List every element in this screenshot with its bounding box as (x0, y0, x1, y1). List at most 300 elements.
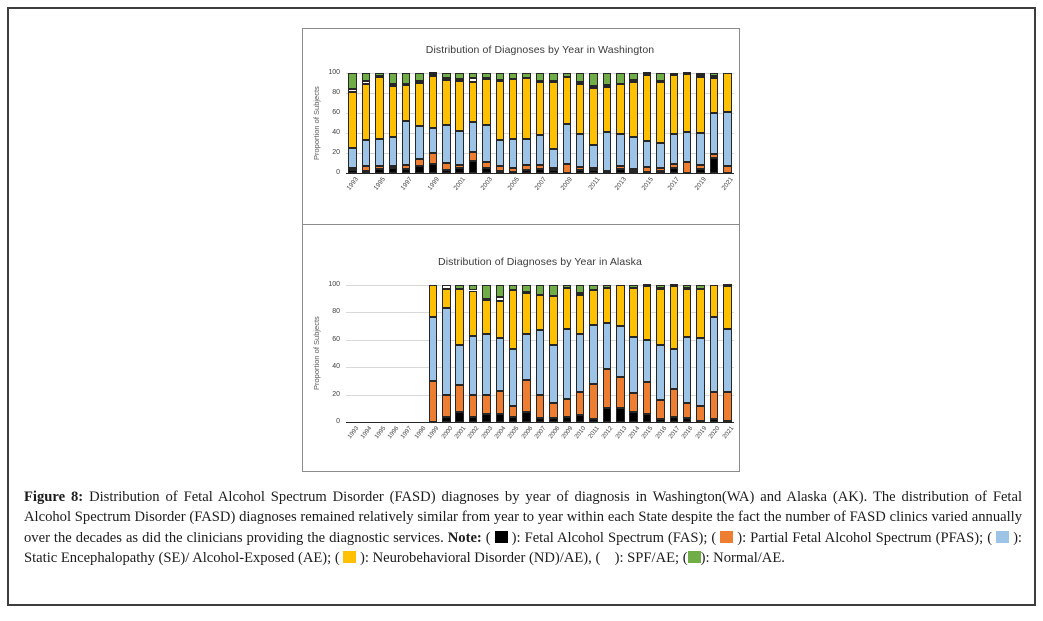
bar-segment (563, 329, 572, 399)
stacked-bar-2017 (670, 285, 679, 422)
bar-segment (442, 289, 451, 308)
bar-segment (389, 168, 398, 173)
bar-segment (576, 392, 585, 415)
bar-segment (629, 73, 638, 80)
bar-segment (348, 92, 357, 148)
bar-segment (696, 77, 705, 133)
swatch-nd-ae (343, 551, 356, 563)
bar-segment (455, 285, 464, 289)
bar-segment (616, 408, 625, 422)
bar-segment (710, 113, 719, 154)
y-tick-label: 20 (332, 390, 340, 398)
stacked-bar-2018 (683, 285, 692, 422)
bar-segment (589, 419, 598, 422)
x-tick-label: 2015 (640, 425, 655, 441)
bar-segment (563, 77, 572, 124)
bar-segment (522, 285, 531, 292)
bar-segment (415, 159, 424, 166)
bar-segment (629, 285, 638, 288)
bar-segment (442, 308, 451, 394)
bar-segment (643, 284, 652, 286)
stacked-bar-1996 (389, 73, 398, 173)
bar-segment (509, 79, 518, 139)
stacked-bar-2015 (643, 285, 652, 422)
bar-segment (696, 169, 705, 173)
stacked-bar-2002 (469, 285, 478, 422)
stacked-bar-2014 (629, 285, 638, 422)
bar-segment (656, 285, 665, 288)
bar-segment (670, 164, 679, 168)
bar-segment (683, 418, 692, 422)
bar-segment (549, 149, 558, 168)
bar-segment (442, 170, 451, 173)
bar-segment (389, 84, 398, 86)
bar-segment (442, 78, 451, 80)
bar-segment (696, 285, 705, 289)
bar-segment (482, 79, 491, 125)
bar-segment (616, 134, 625, 166)
figure-border (7, 7, 1036, 606)
bar-segment (723, 166, 732, 173)
bar-segment (683, 285, 692, 288)
bar-segment (415, 126, 424, 159)
bar-segment (629, 288, 638, 337)
bar-segment (442, 417, 451, 422)
stacked-bar-2019 (696, 285, 705, 422)
bar-segment (536, 395, 545, 418)
bar-segment (455, 165, 464, 168)
bar-segment (375, 77, 384, 139)
stacked-bar-2004 (496, 73, 505, 173)
bar-segment (723, 73, 732, 112)
bar-segment (455, 168, 464, 173)
bar-segment (576, 285, 585, 293)
stacked-bar-2012 (603, 285, 612, 422)
x-tick-label: 2020 (707, 425, 722, 441)
x-tick-label: 2014 (627, 425, 642, 441)
bar-segment (710, 285, 719, 317)
chart-title-washington: Distribution of Diagnoses by Year in Washington (425, 44, 655, 56)
bar-segment (536, 73, 545, 81)
bar-segment (603, 132, 612, 171)
bar-segment (496, 391, 505, 414)
bar-segment (589, 86, 598, 88)
bar-segment (670, 168, 679, 173)
bar-segment (496, 81, 505, 140)
bar-segment (576, 84, 585, 134)
bar-segment (522, 334, 531, 379)
bar-segment (482, 285, 491, 299)
bar-segment (455, 79, 464, 81)
bar-segment (442, 73, 451, 78)
y-tick-label: 40 (332, 363, 340, 371)
x-tick-label: 2010 (573, 425, 588, 441)
bar-segment (496, 73, 505, 80)
bar-segment (522, 412, 531, 422)
bar-segment (670, 349, 679, 389)
stacked-bar-2000 (442, 285, 451, 422)
caption-text: ): Neurobehavioral Disorder (ND)/AE), ( (356, 550, 604, 567)
x-tick-label: 2005 (506, 176, 521, 192)
x-tick-label: 1997 (399, 176, 414, 192)
bar-segment (643, 141, 652, 167)
x-tick-label: 2017 (667, 425, 682, 441)
bar-segment (589, 145, 598, 168)
stacked-bar-2009 (563, 73, 572, 173)
bar-segment (455, 289, 464, 345)
bar-segment (509, 73, 518, 79)
bar-segment (522, 380, 531, 413)
bar-segment (656, 289, 665, 345)
bar-segment (656, 82, 665, 143)
bar-segment (616, 285, 625, 326)
bar-segment (509, 168, 518, 172)
bar-segment (589, 285, 598, 290)
caption-text: ): SPF/AE; ( (610, 550, 688, 567)
bar-segment (670, 389, 679, 416)
stacked-bar-1999 (429, 285, 438, 422)
bar-segment (603, 288, 612, 324)
bar-segment (536, 330, 545, 394)
bar-segment (696, 75, 705, 77)
swatch-pfas (720, 531, 733, 543)
swatch-spf-ae (604, 551, 611, 563)
bar-segment (389, 166, 398, 168)
bar-segment (629, 171, 638, 173)
bar-segment (683, 403, 692, 418)
bar-segment (643, 286, 652, 339)
bar-segment (469, 73, 478, 78)
swatch-normal-ae (688, 551, 701, 563)
bar-segment (509, 139, 518, 168)
stacked-bar-2006 (522, 73, 531, 173)
stacked-bar-2010 (576, 285, 585, 422)
bar-segment (696, 289, 705, 338)
bar-segment (643, 72, 652, 74)
x-tick-label: 2007 (533, 176, 548, 192)
x-tick-label: 1998 (413, 425, 428, 441)
bar-segment (362, 73, 371, 81)
bar-segment (589, 88, 598, 145)
stacked-bar-2018 (683, 73, 692, 173)
stacked-bar-2005 (509, 285, 518, 422)
bar-segment (710, 76, 719, 78)
bar-segment (429, 164, 438, 173)
bar-segment (603, 369, 612, 409)
bar-segment (482, 73, 491, 78)
bar-segment (429, 76, 438, 128)
bar-segment (375, 166, 384, 169)
stacked-bar-2013 (616, 73, 625, 173)
x-tick-label: 1993 (345, 176, 361, 192)
bar-segment (629, 82, 638, 137)
bar-segment (522, 170, 531, 173)
bar-segment (643, 382, 652, 414)
charts-container (302, 28, 740, 472)
bar-segment (643, 414, 652, 422)
bar-segment (710, 419, 719, 422)
bar-segment (389, 86, 398, 137)
bar-segment (429, 128, 438, 153)
bar-segment (482, 395, 491, 414)
bar-segment (469, 285, 478, 290)
x-tick-label: 2016 (653, 425, 668, 441)
bar-segment (536, 165, 545, 169)
bar-segment (509, 290, 518, 349)
stacked-bar-2021 (723, 73, 732, 173)
bar-segment (362, 84, 371, 140)
bar-segment (629, 169, 638, 171)
bar-segment (643, 167, 652, 172)
bar-segment (536, 82, 545, 135)
x-tick-label: 2000 (439, 425, 454, 441)
bar-segment (683, 74, 692, 132)
x-tick-label: 1995 (372, 425, 387, 441)
stacked-bar-1993 (348, 73, 357, 173)
bar-segment (469, 82, 478, 122)
bar-segment (549, 403, 558, 418)
caption-text: Distribution of Fetal Alcohol Spectrum Disorder (FASD) diagnoses by year of diagnosis in Washington(WA) and Alaska (AK). The distribution of Fetal Alcohol Spectrum Disorder (FASD) diagnoses remained relatively similar from year to year within each State despite the fact the number of FASD clinics varied annually over the decades as did the clinicians providing the diagnostic services. (24, 489, 1023, 546)
x-tick-label: 2003 (479, 176, 494, 192)
stacked-bar-2001 (455, 285, 464, 422)
bar-segment (603, 408, 612, 422)
x-tick-label: 2013 (613, 176, 628, 192)
bar-segment (442, 125, 451, 163)
bar-segment (683, 337, 692, 403)
stacked-bar-2000 (442, 73, 451, 173)
bar-segment (549, 73, 558, 81)
y-tick-label: 40 (332, 129, 340, 136)
bar-segment (710, 73, 719, 76)
bar-segment (496, 166, 505, 171)
bar-segment (696, 406, 705, 421)
y-tick-label: 0 (336, 418, 340, 425)
stacked-bar-1995 (375, 73, 384, 173)
x-tick-label: 1999 (426, 425, 441, 441)
bar-segment (522, 165, 531, 170)
y-axis-title-alaska: Proportion of Subjects (312, 316, 321, 391)
bar-segment (696, 73, 705, 75)
bar-segment (509, 406, 518, 417)
caption-bold-text: Note: (447, 529, 486, 546)
bar-segment (656, 168, 665, 171)
bar-segment (415, 83, 424, 126)
bar-segment (496, 297, 505, 301)
x-tick-label: 1995 (372, 176, 387, 192)
bar-segment (442, 395, 451, 417)
bar-segment (496, 301, 505, 338)
x-tick-label: 2011 (587, 425, 602, 440)
bar-segment (683, 72, 692, 74)
bar-segment (683, 132, 692, 162)
bar-segment (670, 286, 679, 349)
bar-segment (563, 417, 572, 422)
x-tick-label: 2001 (452, 176, 468, 192)
x-tick-label: 2005 (506, 425, 521, 441)
x-tick-label: 2009 (560, 425, 575, 441)
x-tick-label: 2018 (680, 425, 695, 441)
stacked-bar-2019 (696, 73, 705, 173)
x-tick-label: 2017 (666, 176, 682, 192)
bar-segment (576, 73, 585, 82)
stacked-bar-2008 (549, 285, 558, 422)
bar-segment (402, 121, 411, 165)
bar-segment (375, 73, 384, 76)
chart-panel-alaska (302, 224, 740, 472)
bar-segment (629, 412, 638, 422)
stacked-bar-2015 (643, 73, 652, 173)
bar-segment (402, 73, 411, 84)
bar-segment (670, 417, 679, 422)
plot-area (346, 285, 734, 423)
x-tick-label: 2021 (720, 176, 735, 192)
bar-segment (696, 133, 705, 165)
stacked-bar-2016 (656, 73, 665, 173)
stacked-bar-2003 (482, 73, 491, 173)
chart-panel-washington (302, 28, 740, 225)
bar-segment (455, 412, 464, 422)
y-tick-label: 100 (328, 281, 340, 288)
bar-segment (710, 317, 719, 392)
bar-segment (616, 73, 625, 84)
bar-segment (576, 170, 585, 173)
bar-segment (469, 122, 478, 152)
bar-segment (603, 73, 612, 85)
stacked-bar-2003 (482, 285, 491, 422)
x-tick-label: 1997 (399, 425, 414, 441)
x-tick-label: 2002 (466, 425, 481, 441)
stacked-bar-1994 (362, 73, 371, 173)
x-tick-label: 2019 (694, 425, 709, 441)
bar-segment (429, 72, 438, 74)
bar-segment (563, 288, 572, 329)
bar-segment (455, 81, 464, 131)
bar-segment (455, 345, 464, 385)
caption-bold-text: Figure 8: (24, 489, 90, 505)
bar-segment (362, 81, 371, 84)
bar-segment (482, 414, 491, 422)
caption-text: ): Fetal Alcohol Spectrum (FAS); ( (507, 529, 721, 546)
bar-segment (670, 284, 679, 286)
bar-segment (522, 73, 531, 78)
bar-segment (469, 336, 478, 395)
stacked-bar-2002 (469, 73, 478, 173)
bar-segment (710, 78, 719, 113)
bar-segment (348, 89, 357, 92)
y-tick-label: 80 (332, 308, 340, 316)
caption-text: ): Normal/AE. (700, 550, 785, 567)
bar-segment (576, 295, 585, 335)
stacked-bar-2020 (710, 285, 719, 422)
bar-segment (643, 75, 652, 141)
bar-segment (455, 131, 464, 165)
bar-segment (656, 143, 665, 168)
x-tick-label: 1999 (426, 176, 441, 192)
bar-segment (616, 377, 625, 409)
stacked-bar-1999 (429, 73, 438, 173)
bar-segment (616, 326, 625, 377)
bar-segment (402, 85, 411, 121)
bar-segment (442, 163, 451, 170)
bar-segment (522, 78, 531, 139)
bar-segment (509, 417, 518, 422)
stacked-bar-1997 (402, 73, 411, 173)
stacked-bar-2016 (656, 285, 665, 422)
bar-segment (603, 85, 612, 87)
bar-segment (616, 166, 625, 169)
bar-segment (549, 285, 558, 296)
bar-segment (563, 124, 572, 164)
caption-text: ): Static Encephalopathy (SE)/ Alcohol-Exposed (AE); ( (24, 529, 1022, 567)
stacked-bar-2020 (710, 73, 719, 173)
stacked-bar-2010 (576, 73, 585, 173)
bar-segment (629, 337, 638, 393)
bar-segment (710, 158, 719, 173)
bar-segment (402, 165, 411, 169)
chart-title-alaska: Distribution of Diagnoses by Year in Alaska (438, 256, 642, 268)
bar-segment (656, 73, 665, 81)
bar-segment (549, 296, 558, 345)
bar-segment (670, 73, 679, 75)
bar-segment (469, 395, 478, 417)
bar-segment (710, 392, 719, 419)
bar-segment (589, 290, 598, 324)
bar-segment (496, 338, 505, 390)
x-tick-label: 1994 (359, 425, 374, 441)
bar-segment (496, 171, 505, 173)
stacked-bar-2004 (496, 285, 505, 422)
x-tick-label: 2013 (613, 425, 628, 441)
bar-segment (348, 168, 357, 170)
bar-segment (536, 169, 545, 173)
bar-segment (496, 414, 505, 422)
bar-segment (643, 340, 652, 382)
bar-segment (549, 82, 558, 149)
bar-segment (576, 415, 585, 422)
x-tick-label: 2012 (600, 425, 615, 441)
bar-segment (603, 285, 612, 288)
x-tick-label: 2009 (559, 176, 575, 192)
bar-segment (482, 162, 491, 168)
y-axis-title-washington: Proportion of Subjects (312, 86, 321, 160)
caption-text: ( (485, 529, 495, 546)
bar-segment (723, 329, 732, 392)
bar-segment (348, 73, 357, 89)
bar-segment (348, 170, 357, 173)
x-tick-label: 2004 (493, 425, 508, 441)
bar-segment (656, 345, 665, 400)
bar-segment (482, 125, 491, 162)
bar-segment (683, 162, 692, 173)
y-tick-label: 60 (332, 335, 340, 343)
stacked-bar-2013 (616, 285, 625, 422)
bar-segment (549, 168, 558, 170)
bar-segment (616, 84, 625, 134)
bar-segment (589, 384, 598, 420)
bar-segment (656, 400, 665, 419)
bar-segment (362, 166, 371, 171)
bar-segment (536, 295, 545, 331)
bar-segment (563, 399, 572, 417)
stacked-bar-2007 (536, 73, 545, 173)
bar-segment (455, 73, 464, 79)
bar-segment (415, 166, 424, 173)
bar-segment (415, 81, 424, 83)
bar-segment (348, 148, 357, 168)
bar-segment (442, 285, 451, 289)
bar-segment (362, 171, 371, 173)
bar-segment (576, 334, 585, 392)
